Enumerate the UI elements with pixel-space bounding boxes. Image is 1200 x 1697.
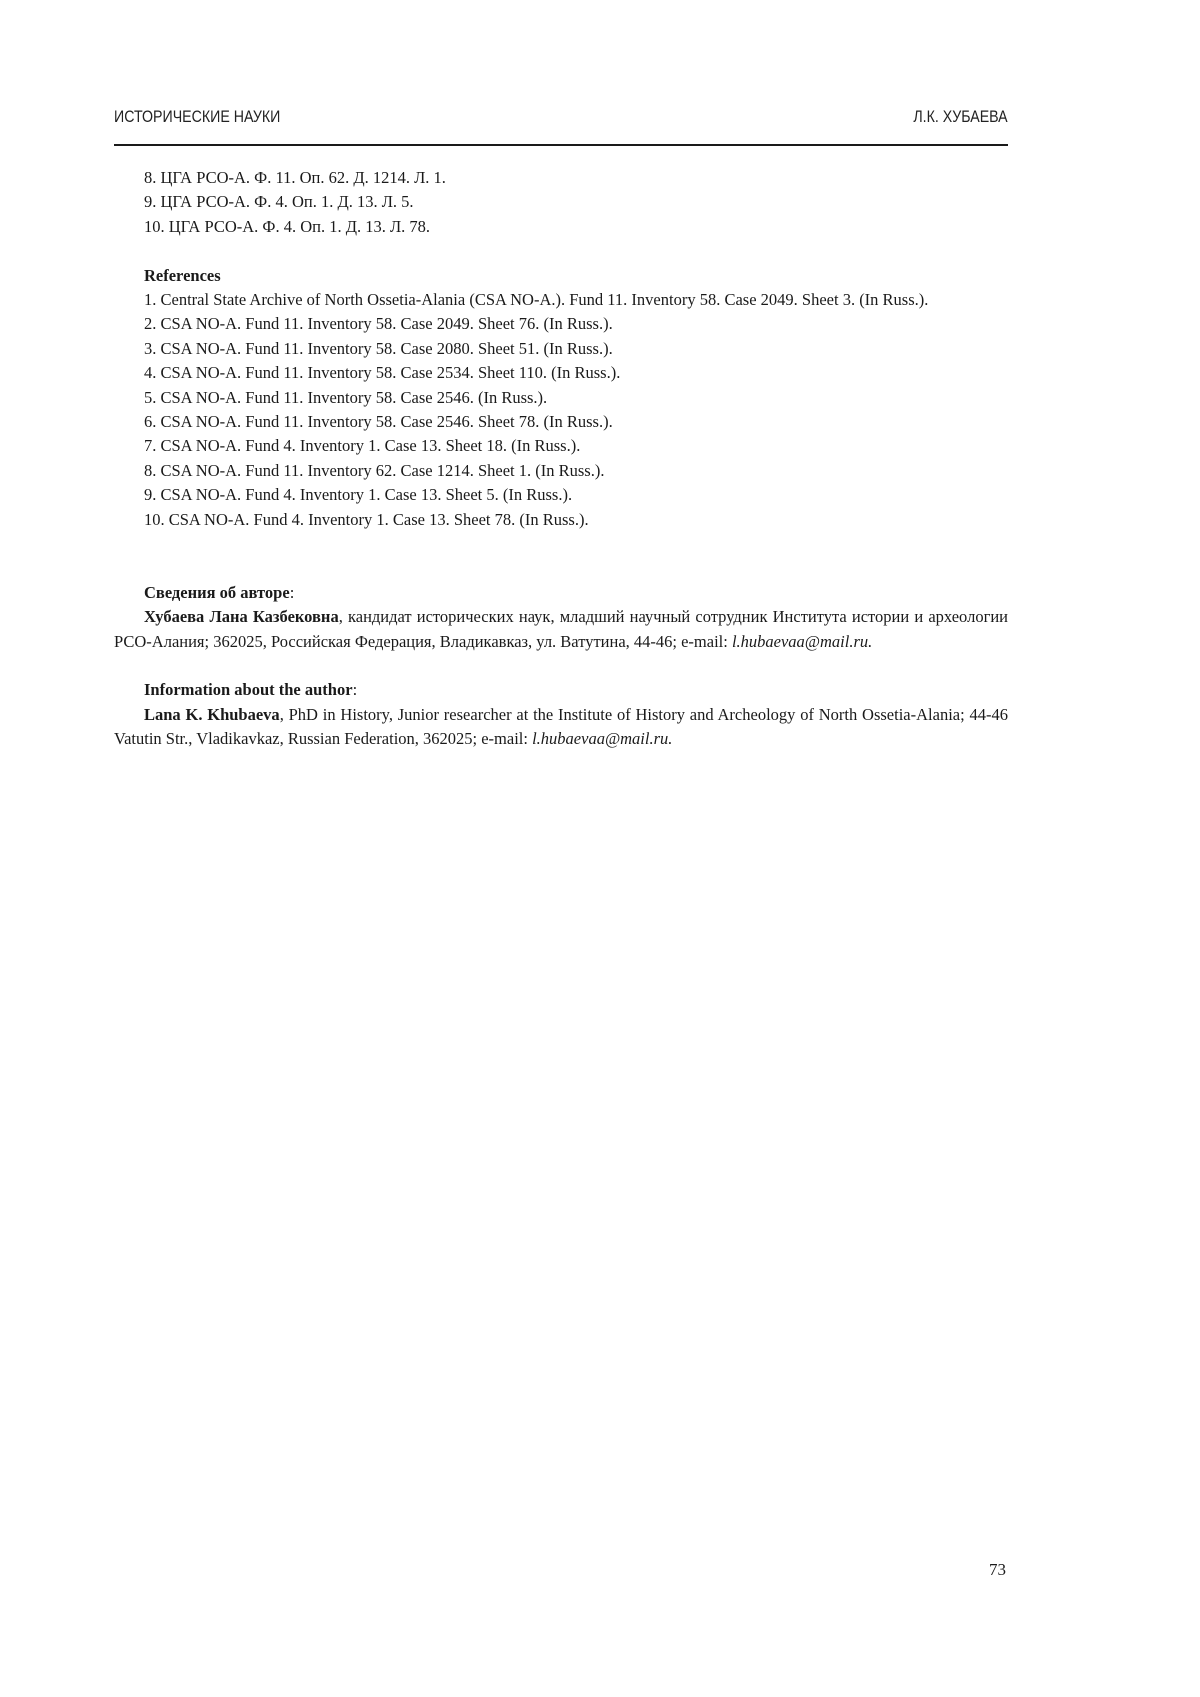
author-en-heading: Information about the author [144, 680, 353, 700]
author-ru-email: l.hubaevaa@mail.ru. [731, 631, 873, 651]
author-en-email: l.hubaevaa@mail.ru. [532, 729, 673, 749]
author-en-paragraph [114, 703, 1008, 752]
reference-item: 4. CSA NO-A. Fund 11. Inventory 58. Case 2534. Sheet 110. (In Russ.). [144, 363, 621, 383]
reference-item: 5. CSA NO-A. Fund 11. Inventory 58. Case 2546. (In Russ.). [144, 387, 548, 407]
reference-item: 10. CSA NO-A. Fund 4. Inventory 1. Case 13. Sheet 78. (In Russ.). [144, 509, 589, 529]
source-item: 8. ЦГА РСО-А. Ф. 11. Оп. 62. Д. 1214. Л. 1. [144, 168, 446, 187]
author-ru-paragraph [114, 605, 1008, 654]
header-section-title: ИСТОРИЧЕСКИЕ НАУКИ [114, 108, 281, 126]
author-info-ru [114, 581, 1008, 654]
author-en-name: Lana K. Khubaeva [144, 704, 280, 724]
source-item: 10. ЦГА РСО-А. Ф. 4. Оп. 1. Д. 13. Л. 78. [144, 216, 431, 236]
author-ru-text: , кандидат исторических наук, младший научный сотрудник Института истории и археологии РСО-Алания; 362025, Российская Федерация, Владикавказ, ул. Ватутина, 44-46; e-mail: [114, 607, 1008, 651]
source-item: 9. ЦГА РСО-А. Ф. 4. Оп. 1. Д. 13. Л. 5. [144, 192, 414, 212]
reference-item: 8. CSA NO-A. Fund 11. Inventory 62. Case 1214. Sheet 1. (In Russ.). [144, 460, 605, 480]
references-section [114, 264, 1008, 532]
page-number: 73 [989, 1560, 1006, 1579]
reference-item: 6. CSA NO-A. Fund 11. Inventory 58. Case 2546. Sheet 78. (In Russ.). [144, 412, 613, 432]
sources-list [114, 166, 1008, 239]
reference-item: 7. CSA NO-A. Fund 4. Inventory 1. Case 13. Sheet 18. (In Russ.). [144, 436, 581, 456]
header-author: Л.К. ХУБАЕВА [913, 108, 1008, 126]
author-ru-heading: Сведения об авторе [144, 582, 290, 602]
page-body [114, 166, 1008, 752]
author-ru-heading-colon: : [289, 582, 295, 602]
author-ru-heading-line [114, 581, 1008, 605]
reference-item: 2. CSA NO-A. Fund 11. Inventory 58. Case 2049. Sheet 76. (In Russ.). [144, 314, 613, 334]
author-en-heading-colon: : [352, 680, 358, 700]
author-en-heading-line [114, 678, 1008, 702]
references-heading: References [144, 265, 221, 285]
reference-item: 9. CSA NO-A. Fund 4. Inventory 1. Case 13. Sheet 5. (In Russ.). [144, 485, 573, 505]
author-ru-name: Хубаева Лана Казбековна [144, 607, 339, 627]
reference-item: 3. CSA NO-A. Fund 11. Inventory 58. Case 2080. Sheet 51. (In Russ.). [144, 338, 613, 358]
running-header [114, 104, 1008, 146]
author-info-en [114, 678, 1008, 751]
author-en-text: , PhD in History, Junior researcher at the Institute of History and Archeology of North Ossetia-Alania; 44-46 Vatutin Str., Vladikavkaz, Russian Federation, 362025; e-mail: [114, 704, 1008, 749]
reference-item: 1. Central State Archive of North Ossetia-Alania (CSA NO-A.). Fund 11. Inventory 58. Case 2049. Sheet 3. (In Russ.). [144, 290, 929, 310]
